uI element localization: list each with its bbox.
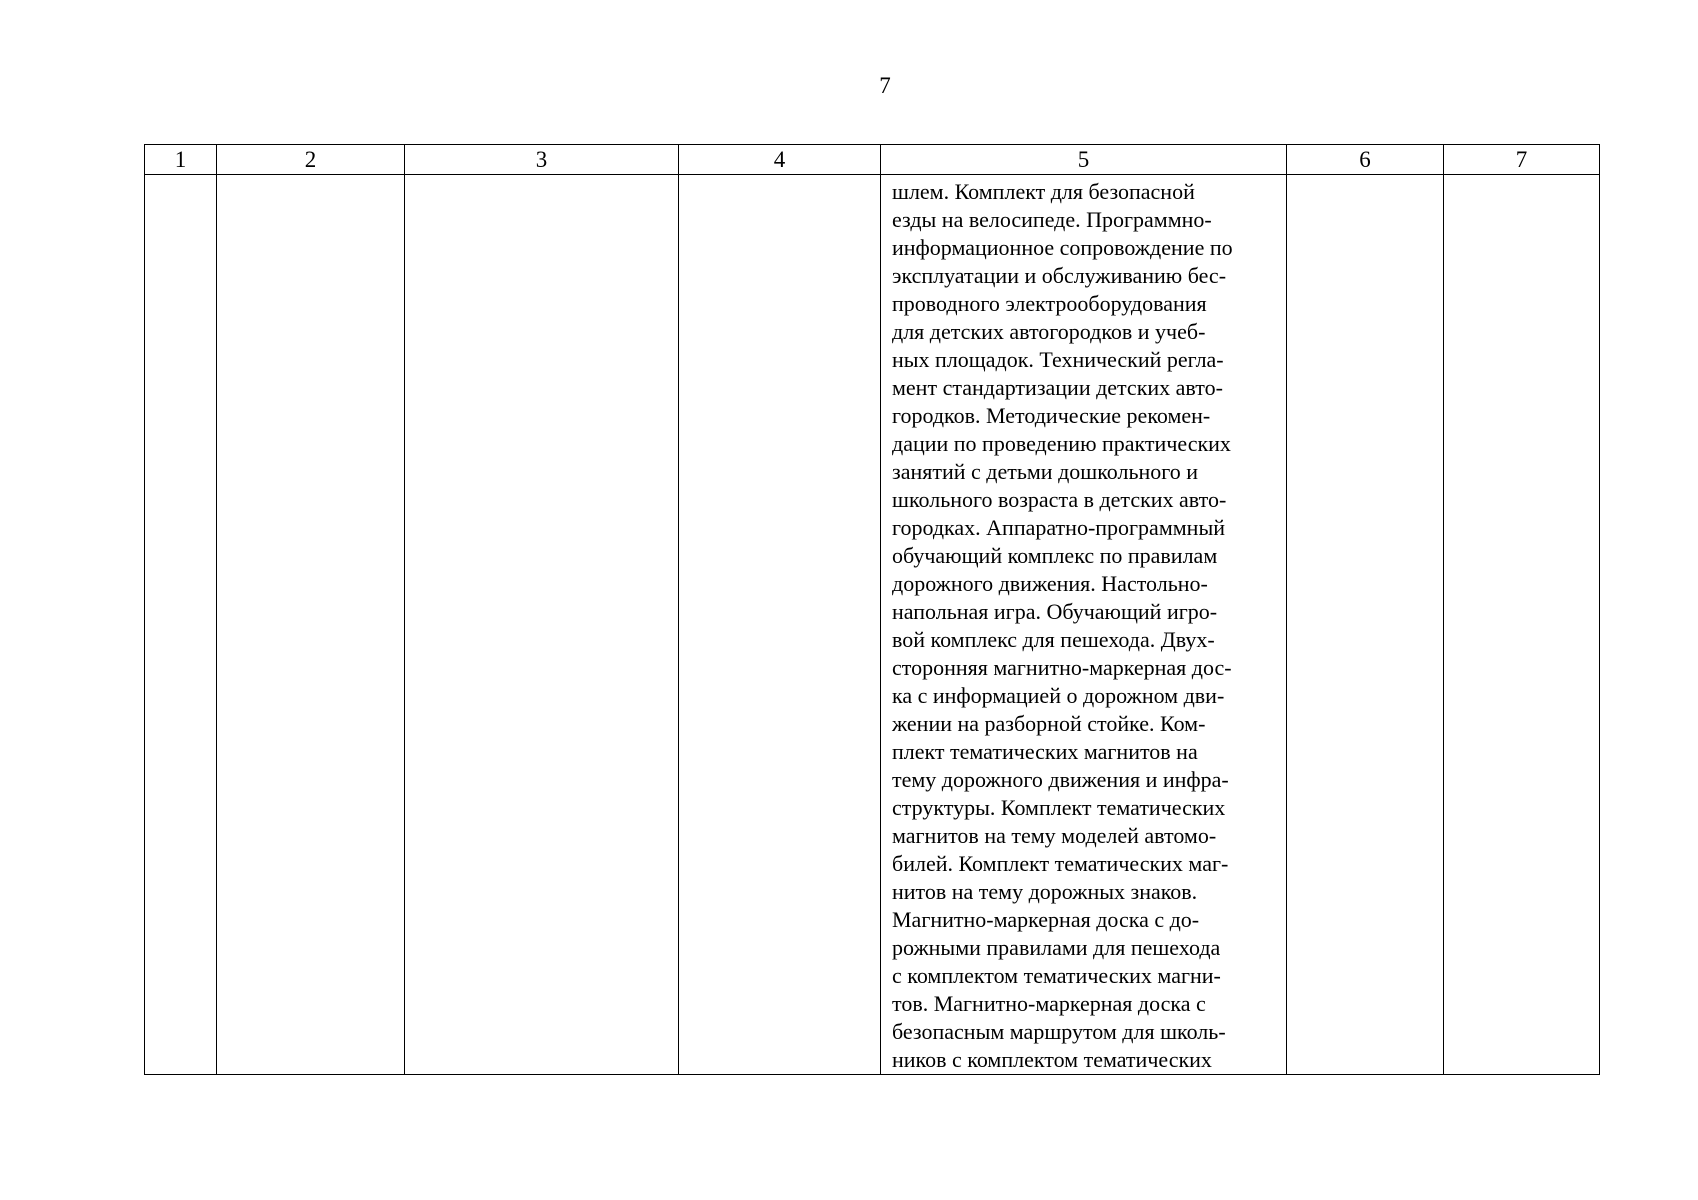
column-header-5: 5 <box>881 145 1287 175</box>
column-header-6: 6 <box>1287 145 1444 175</box>
document-table <box>144 144 1600 1075</box>
table-cell-col5 <box>881 175 1287 1075</box>
table-cell-col1 <box>145 175 217 1075</box>
column-header-2: 2 <box>217 145 405 175</box>
column-header-7: 7 <box>1444 145 1600 175</box>
page-number: 7 <box>879 73 891 98</box>
table-cell-col2 <box>217 175 405 1075</box>
table-cell-col3 <box>405 175 679 1075</box>
table-row <box>145 175 1600 1075</box>
column-header-3: 3 <box>405 145 679 175</box>
table-cell-col4 <box>679 175 881 1075</box>
equipment-description-text: шлем. Комплект для безопасной езды на велосипеде. Программно- информационное сопровождение по эксплуатации и обслуживанию бес- проводного электрооборудования для детских автогородков и учеб- ных площадок. Технический регла- мент стандартизации детских авто- городков. Методические рекомен- дации по проведению практических занятий с детьми дошкольного и школьного возраста в детских авто- городках. Аппаратно-программный обучающий комплекс по правилам дорожного движения. Настольно- напольная игра. Обучающий игро- вой комплекс для пешехода. Двух- сторонняя магнитно-маркерная дос- ка с информацией о дорожном дви- жении на разборной стойке. Ком- плект тематических магнитов на тему дорожного движения и инфра- структуры. Комплект тематических магнитов на тему моделей автомо- билей. Комплект тематических маг- нитов на тему дорожных знаков. Магнитно-маркерная доска с до- рожными правилами для пешехода с комплектом тематических магни- тов. Магнитно-маркерная доска с безопасным маршрутом для школь- ников с комплектом тематических <box>892 179 1233 1072</box>
table-header-row <box>145 145 1600 175</box>
table-cell-col7 <box>1444 175 1600 1075</box>
column-header-1: 1 <box>145 145 217 175</box>
table-cell-col6 <box>1287 175 1444 1075</box>
column-header-4: 4 <box>679 145 881 175</box>
